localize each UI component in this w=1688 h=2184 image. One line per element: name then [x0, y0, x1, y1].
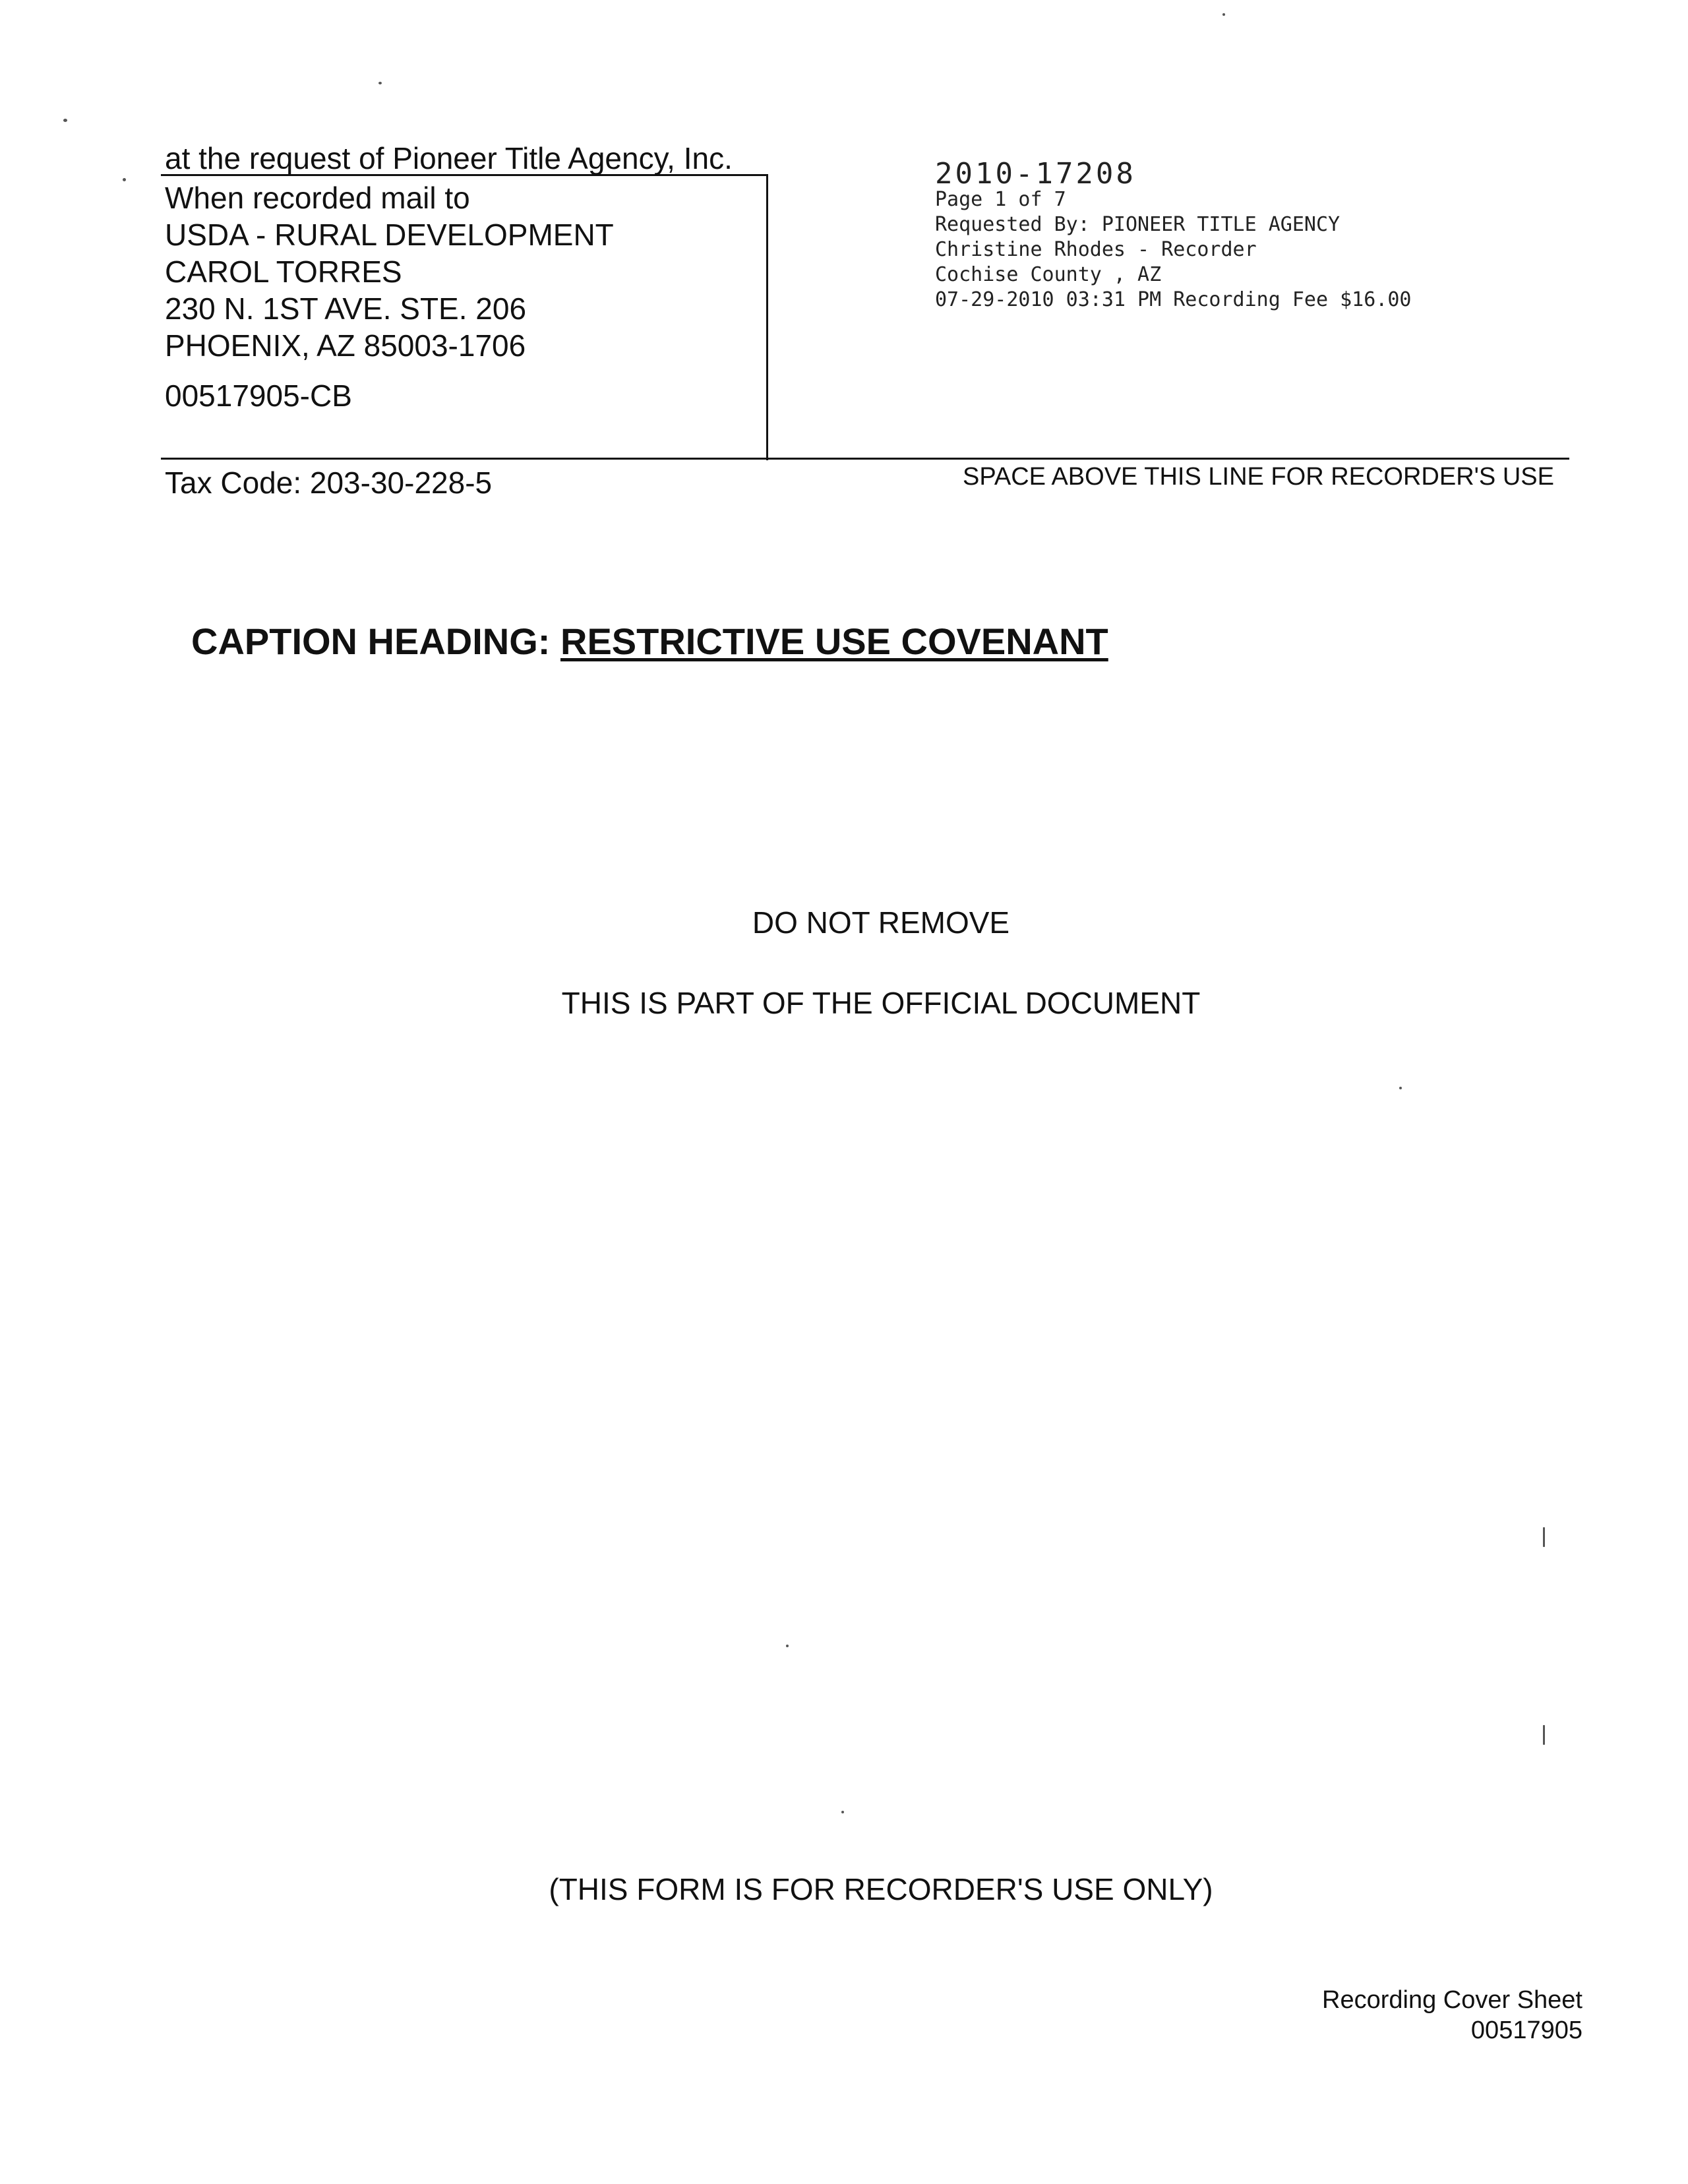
scan-speck [378, 82, 382, 84]
mail-to-line-2: USDA - RURAL DEVELOPMENT [165, 218, 614, 252]
scan-speck [123, 178, 126, 181]
scan-speck [63, 119, 67, 122]
recording-datetime-fee: 07-29-2010 03:31 PM Recording Fee $16.00 [935, 288, 1412, 311]
notice-line-2: THIS IS PART OF THE OFFICIAL DOCUMENT [561, 986, 1201, 1020]
caption-title: RESTRICTIVE USE COVENANT [560, 621, 1108, 662]
footer-note: (THIS FORM IS FOR RECORDER'S USE ONLY) [549, 1872, 1213, 1906]
mail-to-line-5: PHOENIX, AZ 85003-1706 [165, 328, 526, 363]
recording-requested-by: Requested By: PIONEER TITLE AGENCY [935, 213, 1341, 236]
mail-to-line-4: 230 N. 1ST AVE. STE. 206 [165, 291, 527, 326]
recording-page: Page 1 of 7 [935, 188, 1066, 211]
cover-sheet-number: 00517905 [1470, 2017, 1582, 2044]
recorder-space-note: SPACE ABOVE THIS LINE FOR RECORDER'S USE [963, 463, 1554, 491]
recorder-space-line [161, 458, 1569, 460]
scan-speck [841, 1811, 844, 1813]
mail-to-line-3: CAROL TORRES [165, 255, 402, 289]
notice-line-1: DO NOT REMOVE [752, 905, 1010, 940]
recording-number: 2010-17208 [935, 157, 1136, 191]
top-box-right-line [766, 174, 768, 460]
tax-code: Tax Code: 203-30-228-5 [165, 466, 493, 500]
caption-label: CAPTION HEADING: [191, 621, 560, 662]
request-line: at the request of Pioneer Title Agency, Inc. [165, 141, 733, 175]
recording-recorder: Christine Rhodes - Recorder [935, 238, 1257, 261]
scan-speck [1543, 1725, 1545, 1745]
scan-speck [1399, 1087, 1402, 1089]
recording-county: Cochise County , AZ [935, 263, 1162, 286]
mail-to-line-1: When recorded mail to [165, 181, 470, 215]
caption-heading [191, 620, 1108, 663]
scan-speck [1543, 1527, 1545, 1547]
cover-sheet-label: Recording Cover Sheet [1322, 1986, 1582, 2014]
mail-to-ref: 00517905-CB [165, 379, 352, 413]
scan-speck [1222, 13, 1225, 16]
scan-speck [786, 1645, 789, 1647]
